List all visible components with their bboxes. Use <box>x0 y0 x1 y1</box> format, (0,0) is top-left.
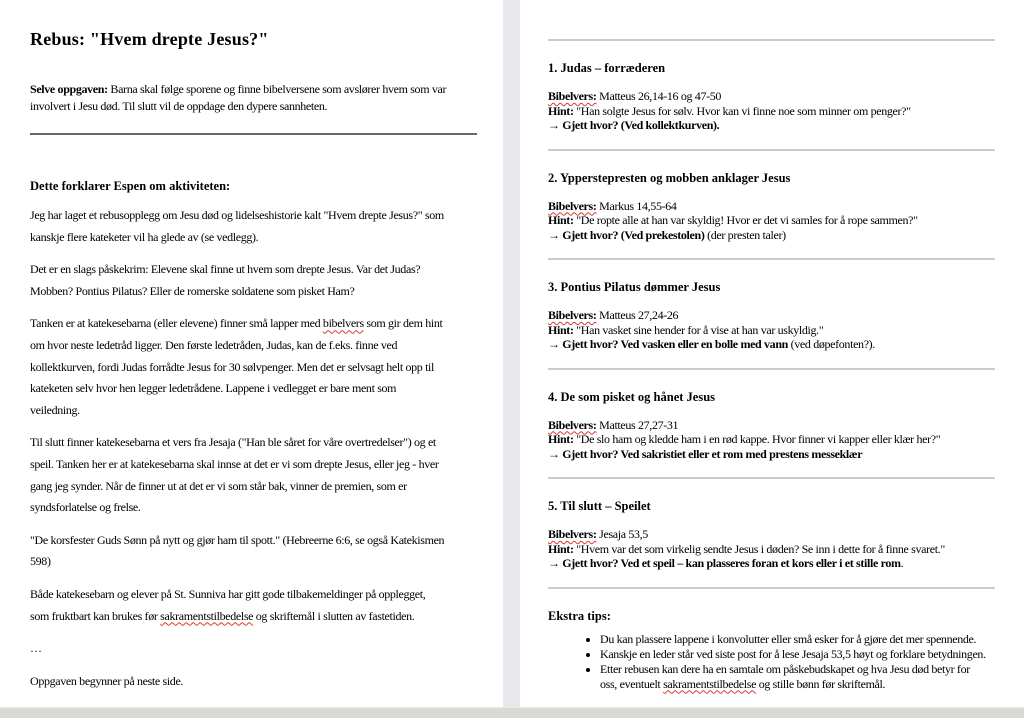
text-segment: Hint: <box>548 541 574 556</box>
rebus-step-title: 3. Pontius Pilatus dømmer Jesus <box>548 280 721 294</box>
paragraph <box>30 530 477 573</box>
document-title: Rebus: "Hvem drepte Jesus?" <box>30 29 269 49</box>
page-right[interactable] <box>520 0 1024 707</box>
text-line <box>548 556 995 571</box>
horizontal-divider <box>30 133 477 135</box>
rebus-step-body <box>548 527 995 571</box>
horizontal-divider <box>548 39 995 41</box>
text-segment: "Hvem var det som virkelig sendte Jesus i døden? Se inn i dette for å finne svaret." <box>573 541 945 556</box>
text-line <box>30 313 477 335</box>
text-line <box>548 118 995 133</box>
text-segment: Jeg har laget et rebusopplegg om Jesu død og lidelseshistorie kalt "Hvem drepte Jesus?" som <box>30 208 444 222</box>
text-line <box>548 337 995 352</box>
text-line <box>30 476 477 498</box>
text-line <box>30 551 477 573</box>
text-line <box>30 357 477 379</box>
text-segment: Mobben? Pontius Pilatus? Eller de romerske soldatene som pisket Ham? <box>30 283 355 298</box>
tip-list-item <box>600 632 995 647</box>
rebus-sections <box>548 39 995 571</box>
text-segment: Hint: <box>548 432 574 446</box>
text-line <box>548 213 995 228</box>
text-segment: og stille bønn før skriftemål. <box>756 676 886 691</box>
spellcheck-flagged-word: Bibelvers: <box>548 89 597 103</box>
text-segment: som fruktbart kan brukes før <box>30 608 161 623</box>
tips-list <box>548 632 995 692</box>
text-segment: Hint: <box>548 213 574 227</box>
text-line <box>30 98 477 115</box>
text-line <box>30 205 477 227</box>
horizontal-divider <box>548 368 995 370</box>
text-segment: → Gjett hvor? (Ved prekestolen) <box>548 227 705 242</box>
paragraph <box>30 205 477 248</box>
text-line <box>600 647 995 662</box>
text-segment: som gir dem hint <box>363 316 443 331</box>
text-segment: Markus 14,55-64 <box>596 198 677 213</box>
text-segment: Matteus 27,24-26 <box>596 308 679 322</box>
paragraph <box>30 638 477 660</box>
intro-paragraph <box>30 81 477 115</box>
text-line <box>548 432 995 447</box>
text-segment: Selve oppgaven: <box>30 82 108 96</box>
paragraph <box>30 432 477 518</box>
spellcheck-flagged-word: Bibelvers: <box>548 198 597 213</box>
text-segment: (ved døpefonten?). <box>787 337 875 351</box>
text-segment: Oppgaven begynner på neste side. <box>30 673 184 688</box>
text-line <box>30 584 477 606</box>
text-segment: Hint: <box>548 103 574 118</box>
text-segment: og skriftemål i slutten av fastetiden. <box>253 608 415 623</box>
text-segment: "De korsfester Guds Sønn på nytt og gjør ham til spott." (Hebreerne 6:6, se også Katekismen <box>30 532 445 547</box>
text-segment: speil. Tanken her er at katekesebarna skal innse at det er vi som drepte Jesus, eller jeg - hver <box>30 456 439 471</box>
text-segment: oss, eventuelt <box>600 676 664 691</box>
text-line <box>600 632 995 647</box>
text-line <box>30 81 477 98</box>
page-bottom-margin <box>0 707 1024 718</box>
text-segment: Hint: <box>548 322 574 337</box>
text-segment: "De slo ham og kledde ham i en rød kappe. Hvor finner vi kapper eller klær her?" <box>573 432 941 446</box>
paragraph <box>30 259 477 302</box>
text-line <box>548 542 995 557</box>
tip-list-item <box>600 662 995 692</box>
rebus-step-body <box>548 89 995 133</box>
text-segment: "Han vasket sine hender for å vise at han var uskyldig." <box>573 322 824 337</box>
text-line <box>30 638 477 660</box>
text-segment: → Gjett hvor? Ved sakristiet eller et rom med prestens messeklær <box>548 446 863 461</box>
text-line <box>30 671 477 693</box>
text-segment: Jesaja 53,5 <box>596 527 648 541</box>
text-line <box>30 400 477 422</box>
rebus-step-title: 1. Judas – forræderen <box>548 61 666 75</box>
text-segment: Barna skal følge sporene og finne bibelversene som avslører hvem som var <box>107 82 447 96</box>
text-segment: Til slutt finner katekesebarna et vers fra Jesaja ("Han ble såret for våre overtredelser") og et <box>30 435 436 450</box>
text-line <box>30 606 477 628</box>
rebus-step-title: 4. De som pisket og hånet Jesus <box>548 389 716 404</box>
text-segment: kateketen selv hvor hen legger ledetrådene. Lappene i vedlegget er bare ment som <box>30 381 397 396</box>
text-segment: "De ropte alle at han var skyldig! Hvor er det vi samles for å rope sammen?" <box>573 213 918 227</box>
text-segment: → Gjett hvor? Ved et speil – kan plasseres foran et kors eller i et stille rom <box>548 556 901 570</box>
text-line <box>548 89 995 104</box>
spellcheck-flagged-word: Bibelvers: <box>548 308 597 322</box>
paragraph <box>30 584 477 627</box>
text-line <box>30 497 477 519</box>
horizontal-divider <box>548 149 995 151</box>
text-segment: Matteus 27,27-31 <box>596 417 679 432</box>
text-line <box>30 378 477 400</box>
horizontal-divider <box>548 258 995 260</box>
spellcheck-flagged-word: sakramentstilbedelse <box>160 608 254 623</box>
text-line <box>30 259 477 281</box>
text-segment: Matteus 26,14-16 og 47-50 <box>596 89 722 103</box>
text-segment: . <box>900 556 904 570</box>
tips-heading: Ekstra tips: <box>548 608 611 623</box>
text-segment: "Han solgte Jesus for sølv. Hvor kan vi finne noe som minner om penger?" <box>573 103 911 118</box>
rebus-step-body <box>548 308 995 352</box>
text-segment: kanskje flere kateketer vil ha glede av (se vedlegg). <box>30 229 259 244</box>
rebus-step-title: 5. Til slutt – Speilet <box>548 499 651 513</box>
text-line <box>548 418 995 433</box>
rebus-step-body <box>548 418 995 462</box>
spellcheck-flagged-word: sakramentstilbedelse <box>663 676 757 691</box>
text-line <box>30 432 477 454</box>
text-segment: Det er en slags påskekrim: Elevene skal finne ut hvem som drepte Jesus. Var det Judas? <box>30 262 421 277</box>
text-segment: gang jeg synder. Når de finner ut at det er vi som står bak, vinner de premien, som er <box>30 478 407 493</box>
text-segment: syndsforlatelse og frelse. <box>30 500 141 515</box>
text-line <box>548 323 995 338</box>
text-segment: Etter rebusen kan dere ha en samtale om påskebudskapet og hva Jesu død betyr for <box>600 661 970 676</box>
page-left[interactable] <box>0 0 503 707</box>
spellcheck-flagged-word: bibelvers <box>322 316 364 331</box>
text-line <box>548 228 995 243</box>
left-section-heading: Dette forklarer Espen om aktiviteten: <box>30 179 231 193</box>
text-line <box>548 447 995 462</box>
horizontal-divider <box>548 587 995 589</box>
text-segment: involvert i Jesu død. Til slutt vil de oppdage den dypere sannheten. <box>30 99 328 113</box>
text-segment: Du kan plassere lappene i konvolutter eller små esker for å gjøre det mer spennende. <box>600 631 977 646</box>
rebus-step-title: 2. Ypperstepresten og mobben anklager Jesus <box>548 170 791 185</box>
text-segment: Kanskje en leder står ved siste post for å lese Jesaja 53,5 høyt og forklare betydningen. <box>600 646 986 661</box>
spellcheck-flagged-word: Bibelvers: <box>548 527 597 541</box>
text-line <box>548 104 995 119</box>
text-line <box>600 677 995 692</box>
text-segment: Tanken er at katekesebarna (eller elevene) finner små lapper med <box>30 316 323 331</box>
text-segment: kollektkurven, fordi Judas forrådte Jesus for 30 sølvpenger. Men det er selvsagt helt opp til <box>30 359 435 374</box>
text-line <box>30 227 477 249</box>
rebus-step-body <box>548 199 995 243</box>
text-line <box>548 199 995 214</box>
tip-list-item <box>600 647 995 662</box>
paragraph <box>30 313 477 421</box>
text-line <box>548 527 995 542</box>
text-line <box>548 308 995 323</box>
horizontal-divider <box>548 477 995 479</box>
text-segment: 598) <box>30 554 51 569</box>
text-segment: … <box>30 641 42 656</box>
text-line <box>600 662 995 677</box>
text-segment: → Gjett hvor? (Ved kollektkurven). <box>548 118 720 132</box>
text-line <box>30 454 477 476</box>
text-line <box>30 281 477 303</box>
text-segment: om hvor neste ledetråd ligger. Den første ledetråden, Judas, kan de f.eks. finne ved <box>30 337 398 352</box>
text-segment: Både katekesebarn og elever på St. Sunniva har gitt gode tilbakemeldinger på opplegget, <box>30 586 426 601</box>
text-segment: veiledning. <box>30 402 80 417</box>
body-paragraphs <box>30 205 477 692</box>
paragraph <box>30 671 477 693</box>
spellcheck-flagged-word: Bibelvers: <box>548 417 597 432</box>
text-segment: → Gjett hvor? Ved vasken eller en bolle med vann <box>548 337 788 351</box>
text-line <box>30 530 477 552</box>
text-segment: (der presten taler) <box>704 227 786 242</box>
text-line <box>30 335 477 357</box>
